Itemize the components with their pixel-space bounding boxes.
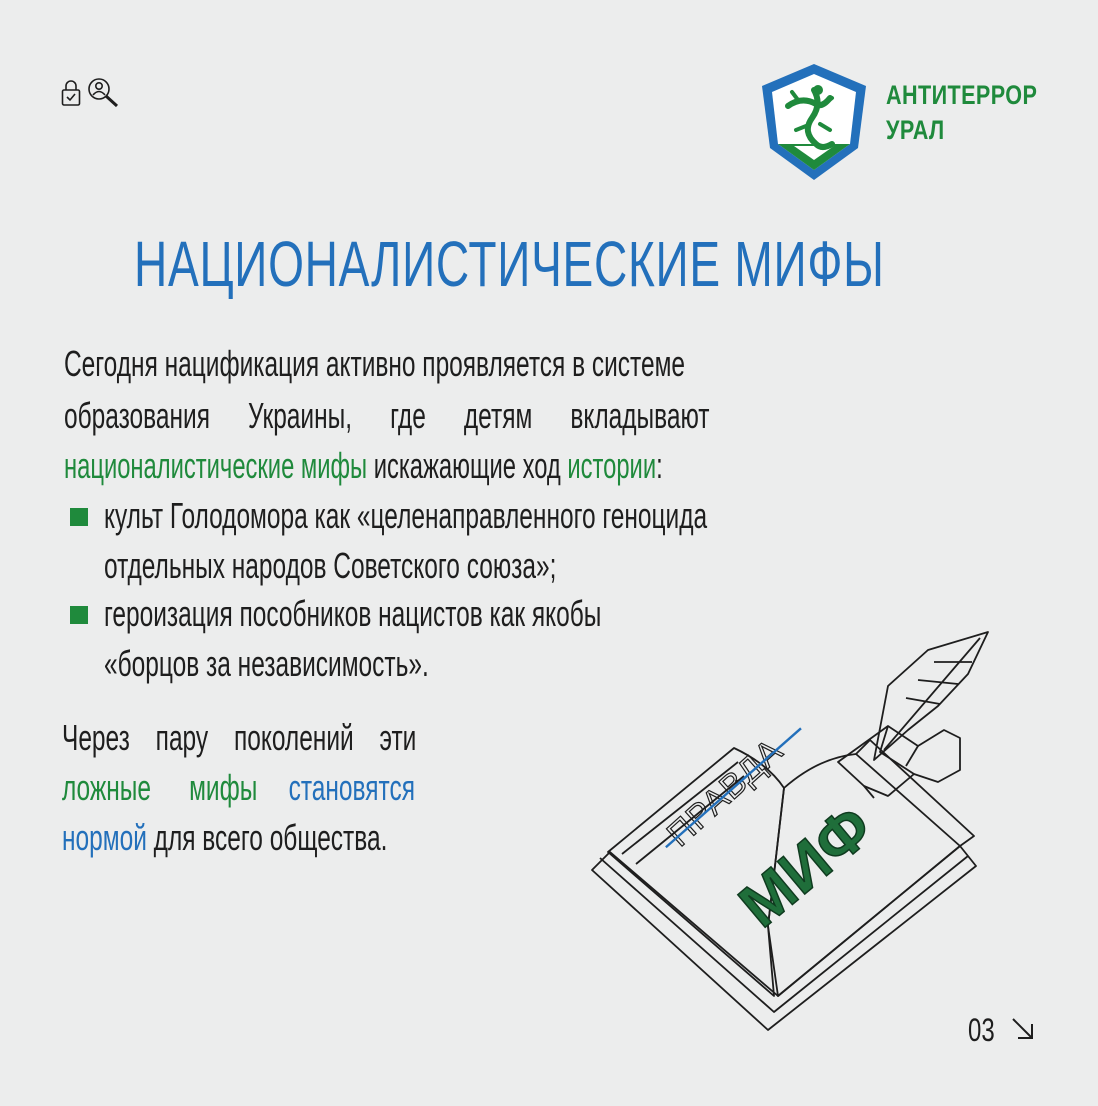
- bullet-2-line-1: героизация пособников нацистов как якобы: [104, 593, 602, 634]
- main-word-mif: МИФ: [726, 792, 886, 941]
- highlight-history: истории: [567, 445, 657, 486]
- book-quill-illustration: [588, 626, 998, 1034]
- brand-name: [886, 78, 1037, 148]
- hand-outline: [838, 726, 960, 796]
- page-number: 03: [968, 1012, 995, 1048]
- intro-line-2: [64, 394, 710, 438]
- closing-line-1: Через пару поколений эти: [62, 717, 417, 758]
- intro-line-3-middle: искажающие ход: [367, 445, 568, 486]
- bullet-marker: [70, 606, 88, 624]
- top-icons: [60, 76, 120, 108]
- highlight-norm: нормой: [62, 817, 147, 858]
- bullet-1-line-1: культ Голодомора как «целенаправленного геноцида: [104, 495, 708, 536]
- highlight-nationalist-myths: националистические мифы: [64, 445, 368, 486]
- bullet-2-line-2: «борцов за независимость».: [104, 643, 429, 684]
- intro-line-3: [64, 444, 663, 488]
- page-title: НАЦИОНАЛИСТИЧЕСКИЕ МИФЫ: [134, 228, 885, 300]
- antiterror-shield-logo: [758, 60, 870, 184]
- intro-line-1: Сегодня нацификация активно проявляется в системе: [64, 343, 686, 384]
- intro-line-3-end: :: [656, 445, 663, 486]
- highlight-false-myths: ложные мифы: [62, 767, 258, 808]
- closing-line-3-rest: для всего общества.: [146, 817, 388, 858]
- crossed-word-pravda: ПРАВДА: [659, 731, 791, 854]
- arrow-down-right-icon: [1010, 1016, 1036, 1042]
- closing-line-3: [62, 816, 387, 860]
- bullet-1-line-2: отдельных народов Советского союза»;: [104, 545, 557, 586]
- brand-line-1: АНТИТЕРРОР: [886, 80, 1038, 110]
- closing-line-2: [62, 766, 415, 810]
- highlight-become: становятся: [288, 767, 415, 808]
- user-search-icon: [89, 79, 117, 106]
- intro-line-2-text: образования Украины, где детям вкладывают: [64, 395, 710, 436]
- bullet-marker: [70, 508, 88, 526]
- brand-line-2: УРАЛ: [886, 115, 945, 145]
- lock-check-icon: [63, 81, 80, 105]
